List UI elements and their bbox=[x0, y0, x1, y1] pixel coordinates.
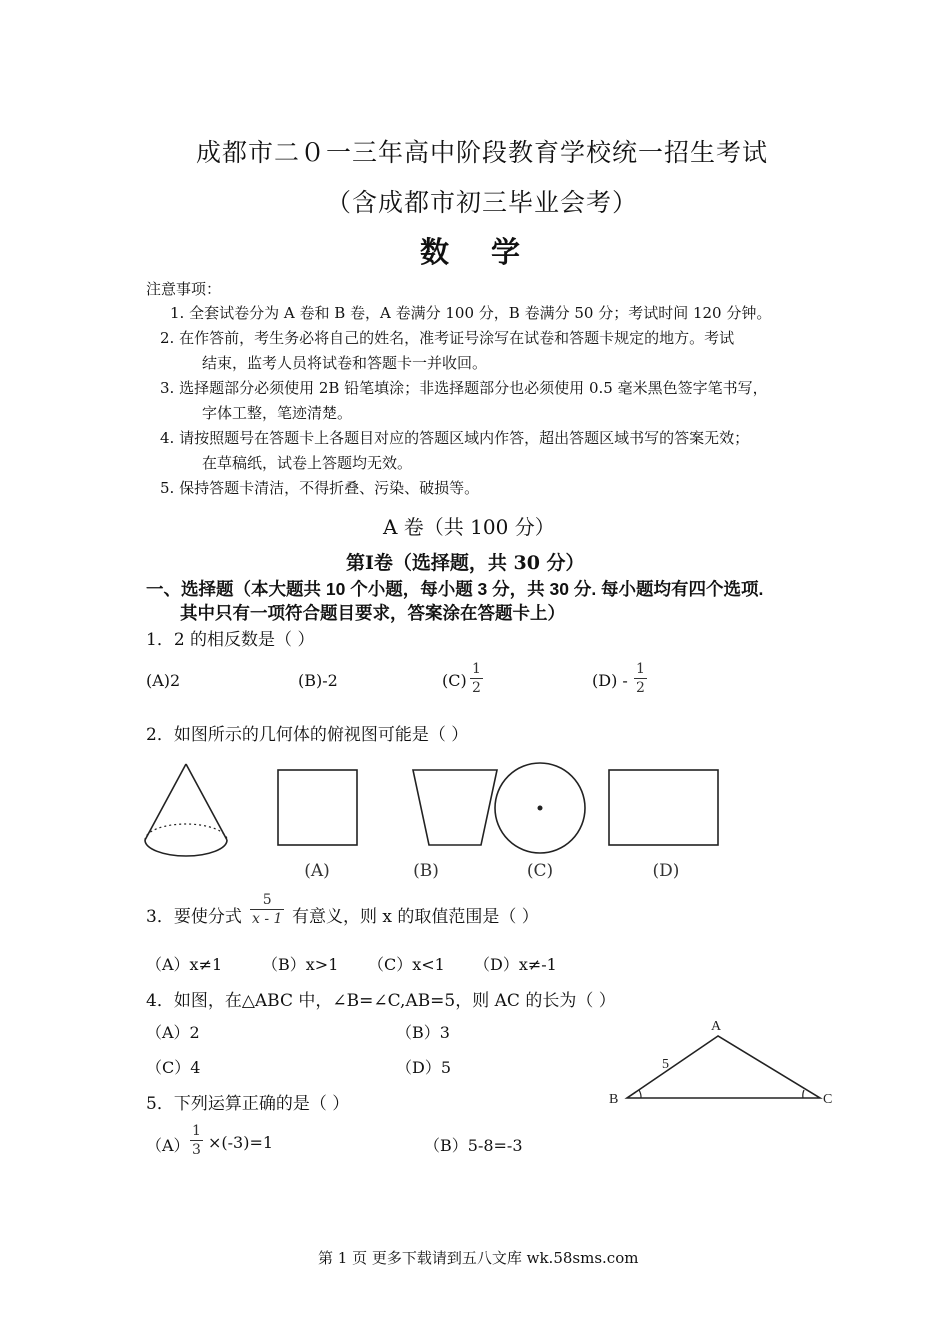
cone-figure bbox=[145, 764, 227, 856]
part-title: 第Ⅰ卷（选择题，共 30 分） bbox=[346, 552, 585, 574]
question-3-stem-suffix: 有意义，则 x 的取值范围是（ ） bbox=[292, 907, 539, 927]
option-d-rectangle bbox=[609, 770, 718, 845]
fraction-numerator: 5 bbox=[262, 892, 272, 908]
exam-subtitle: （含成都市初三毕业会考） bbox=[326, 188, 639, 217]
mc-instructions-line2: 其中只有一项符合题目要求，答案涂在答题卡上） bbox=[180, 603, 565, 623]
mc-instructions-line1: 一、选择题（本大题共 10 个小题，每小题 3 分，共 30 分. 每小题均有四个选项. bbox=[146, 579, 764, 599]
q5-option-a-prefix: （A） bbox=[146, 1136, 190, 1155]
fraction-denominator: 2 bbox=[472, 680, 481, 696]
option-b-trapezoid bbox=[413, 770, 497, 845]
q5-option-a-suffix: ×(-3)=1 bbox=[208, 1133, 274, 1152]
question-2-stem: 2．如图所示的几何体的俯视图可能是（ ） bbox=[146, 725, 469, 745]
fraction-denominator: 3 bbox=[192, 1142, 201, 1158]
exam-title: 成都市二０一三年高中阶段教育学校统一招生考试 bbox=[196, 138, 769, 167]
note-item-4: 4. 请按照题号在答题卡上各题目对应的答题区域内作答，超出答题区域书写的答案无效； bbox=[160, 429, 750, 447]
section-title: A 卷（共 100 分） bbox=[383, 515, 555, 539]
triangle-abc bbox=[627, 1036, 820, 1098]
q5-option-a-fraction bbox=[190, 1124, 203, 1157]
note-item-2-cont: 结束，监考人员将试卷和答题卡一并收回。 bbox=[202, 354, 488, 372]
q1-option-d-fraction bbox=[634, 662, 647, 695]
question-5-stem: 5．下列运算正确的是（ ） bbox=[146, 1094, 350, 1114]
q4-triangle-figure bbox=[600, 1012, 840, 1112]
note-item-5: 5. 保持答题卡清洁，不得折叠、污染、破损等。 bbox=[160, 479, 480, 497]
question-3-stem-prefix: 3．要使分式 bbox=[146, 907, 242, 927]
vertex-c-label: C bbox=[823, 1092, 833, 1107]
q1-option-c-fraction bbox=[470, 662, 483, 695]
q2-label-b: (B) bbox=[413, 861, 439, 881]
note-item-1: 1. 全套试卷分为 A 卷和 B 卷，A 卷满分 100 分，B 卷满分 50 分；考试时间 120 分钟。 bbox=[170, 304, 772, 322]
option-c-circle bbox=[495, 763, 585, 853]
q1-option-c-prefix: (C) bbox=[442, 671, 467, 690]
subject-title: 数学 bbox=[420, 235, 563, 269]
note-item-4-cont: 在草稿纸，试卷上答题均无效。 bbox=[202, 454, 413, 472]
angle-b-arc bbox=[639, 1090, 641, 1098]
q2-figures bbox=[140, 758, 730, 868]
q3-option-b: （B）x>1 bbox=[262, 955, 339, 974]
q4-option-d: （D）5 bbox=[396, 1058, 452, 1077]
q1-option-d-prefix: (D) - bbox=[592, 671, 628, 690]
q3-fraction bbox=[250, 893, 284, 926]
q4-option-a: （A）2 bbox=[146, 1023, 200, 1042]
fraction-numerator: 1 bbox=[192, 1123, 201, 1139]
q4-option-c: （C）4 bbox=[146, 1058, 201, 1077]
q5-option-b: （B）5-8=-3 bbox=[424, 1136, 523, 1155]
q2-label-a: (A) bbox=[304, 861, 330, 881]
option-a-square bbox=[278, 770, 357, 845]
page-footer: 第 1 页 更多下载请到五八文库 wk.58sms.com bbox=[318, 1249, 639, 1267]
fraction-denominator: x - 1 bbox=[252, 911, 283, 927]
note-item-2: 2. 在作答前，考生务必将自己的姓名，准考证号涂写在试卷和答题卡规定的地方。考试 bbox=[160, 329, 735, 347]
note-item-3-cont: 字体工整，笔迹清楚。 bbox=[202, 404, 353, 422]
side-ab-label: 5 bbox=[662, 1057, 669, 1072]
q4-option-b: （B）3 bbox=[396, 1023, 450, 1042]
q1-option-a: (A)2 bbox=[146, 671, 181, 690]
fraction-numerator: 1 bbox=[636, 661, 645, 677]
angle-c-arc bbox=[803, 1090, 804, 1098]
question-4-stem: 4．如图，在△ABC 中，∠B=∠C,AB=5，则 AC 的长为（ ） bbox=[146, 991, 616, 1011]
vertex-b-label: B bbox=[609, 1092, 619, 1107]
vertex-a-label: A bbox=[711, 1019, 722, 1034]
note-item-3: 3. 选择题部分必须使用 2B 铅笔填涂；非选择题部分也必须使用 0.5 毫米黑色签字笔书写， bbox=[160, 379, 768, 397]
question-1-stem: 1．2 的相反数是（ ） bbox=[146, 630, 315, 650]
q3-option-d: （D）x≠-1 bbox=[474, 955, 557, 974]
q2-label-c: (C) bbox=[526, 861, 554, 881]
q3-option-a: （A）x≠1 bbox=[146, 955, 223, 974]
fraction-denominator: 2 bbox=[636, 680, 645, 696]
q3-option-c: （C）x<1 bbox=[368, 955, 445, 974]
fraction-numerator: 1 bbox=[472, 661, 481, 677]
q2-label-d: (D) bbox=[652, 861, 680, 881]
q1-option-b: (B)-2 bbox=[298, 671, 338, 690]
notes-heading: 注意事项： bbox=[146, 280, 222, 298]
